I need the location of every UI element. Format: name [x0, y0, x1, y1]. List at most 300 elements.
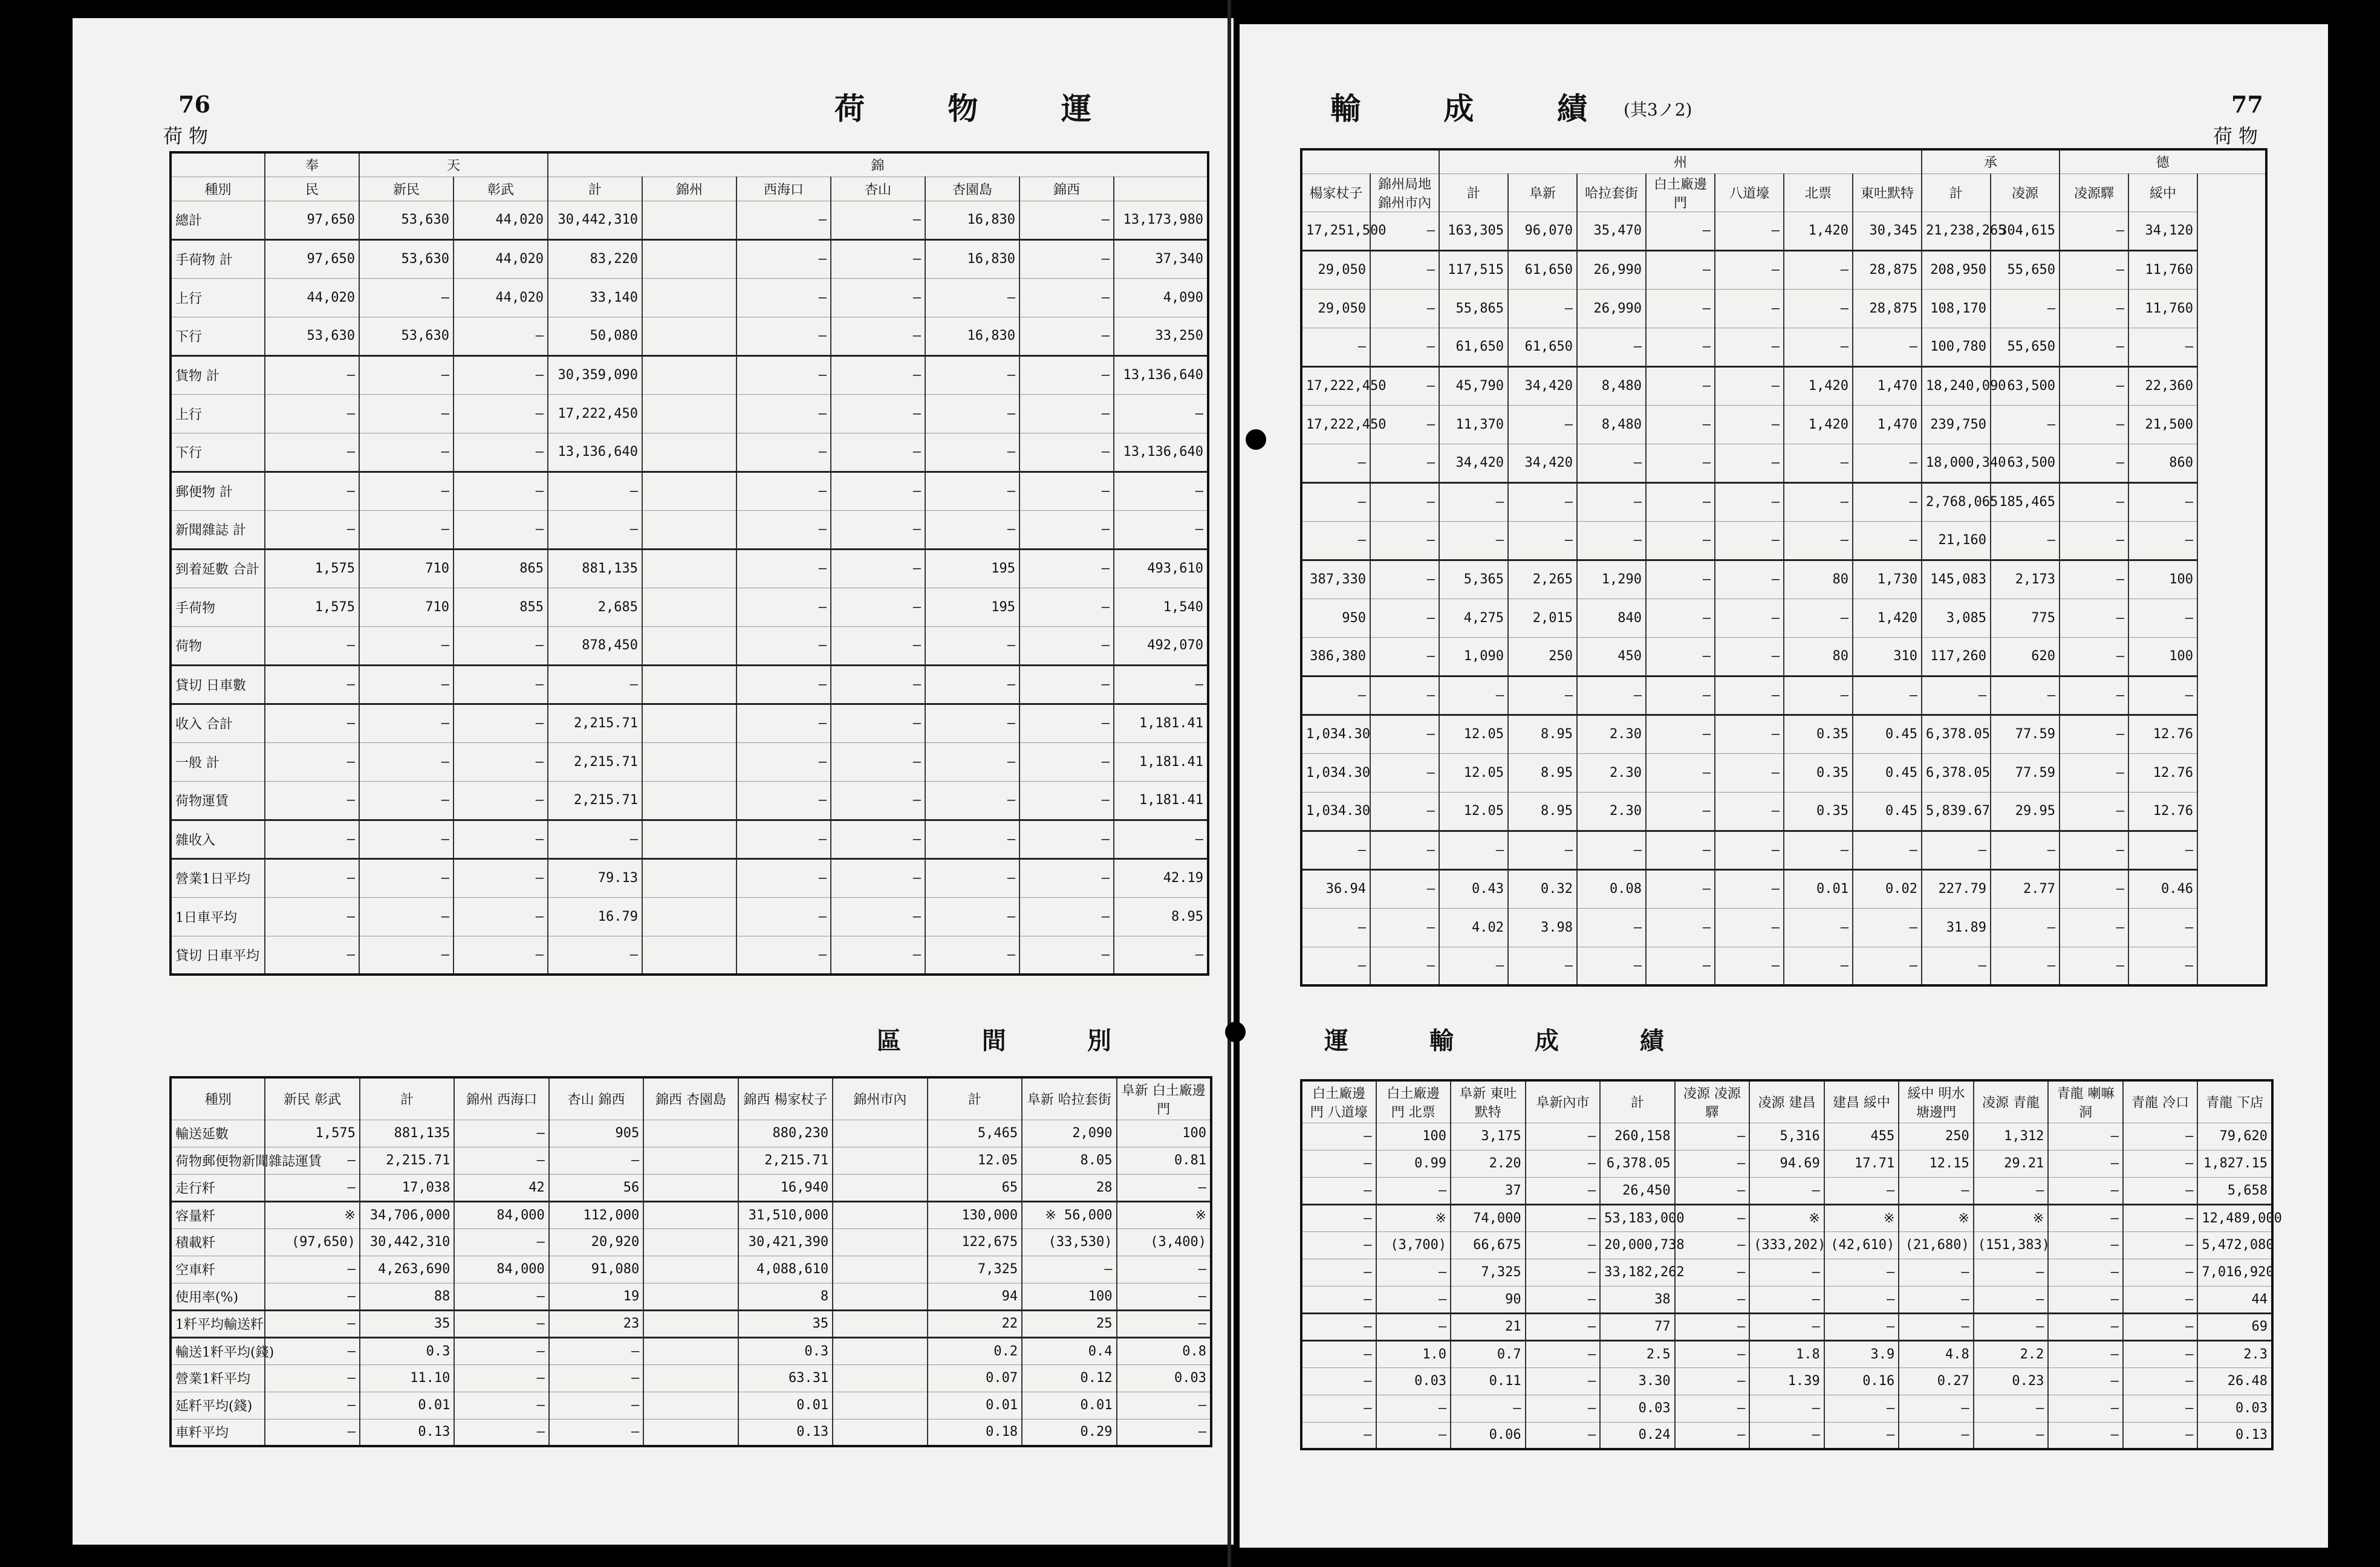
table-cell: —: [925, 936, 1019, 975]
table-cell: —: [359, 781, 454, 820]
column-header: 錦西: [1019, 177, 1114, 201]
table-row: [171, 626, 1208, 665]
table-cell: —: [831, 936, 925, 975]
table-cell: 1,034.30: [1301, 792, 1370, 831]
table-cell: —: [265, 858, 359, 897]
table-cell: —: [736, 936, 831, 975]
table-cell: [642, 626, 736, 665]
column-header: 種別: [171, 177, 265, 201]
table-cell: 227.79: [1922, 869, 1991, 908]
table-cell: —: [736, 820, 831, 858]
row-label: 下行: [171, 317, 265, 355]
table-cell: —: [2048, 1395, 2123, 1422]
table-cell: —: [1526, 1286, 1601, 1313]
table-cell: —: [265, 936, 359, 975]
table-cell: 710: [359, 549, 454, 588]
table-cell: 1,575: [265, 549, 359, 588]
table-cell: —: [1784, 599, 1853, 637]
table-cell: 7,325: [1451, 1259, 1526, 1286]
table-cell: 96,070: [1508, 212, 1577, 250]
table-cell: (97,650): [265, 1228, 359, 1256]
table-cell: —: [1824, 1259, 1899, 1286]
table-cell: —: [736, 355, 831, 394]
column-header-row: [1301, 1080, 2272, 1123]
table-cell: 28: [1022, 1174, 1116, 1201]
table-cell: 8.05: [1022, 1147, 1116, 1174]
table-cell: —: [359, 665, 454, 704]
table-cell: —: [925, 858, 1019, 897]
table-cell: 2.30: [1577, 715, 1646, 753]
table-cell: —: [265, 897, 359, 936]
table-cell: —: [265, 1337, 359, 1364]
table-cell: 1,540: [1114, 588, 1208, 626]
table-cell: [833, 1147, 927, 1174]
page-number: 76: [178, 91, 210, 118]
table-cell: —: [1646, 366, 1715, 405]
table-cell: —: [1749, 1395, 1824, 1422]
table-cell: —: [1646, 637, 1715, 676]
column-header: 錦西 杏園島: [643, 1077, 738, 1120]
table-cell: 44,020: [454, 278, 548, 317]
table-cell: —: [1370, 869, 1439, 908]
table-cell: ※: [1899, 1204, 1974, 1231]
table-cell: 13,173,980: [1114, 201, 1208, 239]
table-cell: —: [1675, 1395, 1750, 1422]
table-cell: —: [2048, 1204, 2123, 1231]
table-cell: 0.16: [1824, 1367, 1899, 1395]
table-row: [1301, 366, 2266, 405]
table-cell: 12.15: [1899, 1150, 1974, 1177]
table-cell: 61,650: [1508, 328, 1577, 366]
table-cell: [642, 858, 736, 897]
table-cell: —: [1301, 521, 1370, 560]
table-cell: —: [454, 858, 548, 897]
table-cell: —: [1646, 599, 1715, 637]
row-label: 輸送延數: [171, 1120, 265, 1147]
table-cell: —: [359, 704, 454, 742]
table-cell: 17.71: [1824, 1150, 1899, 1177]
table-cell: —: [1451, 1395, 1526, 1422]
table-cell: ※: [1824, 1204, 1899, 1231]
table-cell: [643, 1283, 738, 1310]
table-cell: —: [454, 820, 548, 858]
table-cell: —: [265, 1310, 359, 1337]
table-cell: —: [1117, 1419, 1211, 1446]
left-page: [73, 18, 1234, 1545]
table-cell: —: [1646, 482, 1715, 521]
table-cell: —: [736, 317, 831, 355]
table-cell: —: [1675, 1123, 1750, 1150]
table-cell: 0.01: [360, 1392, 454, 1419]
table-cell: 38: [1600, 1286, 1675, 1313]
table-cell: 1,090: [1439, 637, 1508, 676]
table-cell: —: [2060, 366, 2128, 405]
table-cell: —: [1508, 947, 1577, 985]
table-cell: —: [1715, 366, 1784, 405]
table-cell: 8.95: [1114, 897, 1208, 936]
table-cell: —: [1526, 1231, 1601, 1259]
table-cell: —: [1019, 820, 1114, 858]
row-label: 積載粁: [171, 1228, 265, 1256]
table-cell: —: [454, 1120, 548, 1147]
table-cell: 2,685: [548, 588, 642, 626]
table-cell: —: [1301, 947, 1370, 985]
table-cell: [642, 201, 736, 239]
table-cell: 0.7: [1451, 1340, 1526, 1367]
table-cell: —: [831, 820, 925, 858]
table-cell: [642, 704, 736, 742]
table-cell: —: [1114, 394, 1208, 433]
table-cell: —: [2048, 1367, 2123, 1395]
column-header: 白土廠邊門 八道壕: [1301, 1080, 1376, 1123]
table-cell: —: [831, 781, 925, 820]
column-header: 青龍 下店: [2197, 1080, 2272, 1123]
table-cell: —: [2060, 831, 2128, 869]
table-cell: 29.21: [1974, 1150, 2049, 1177]
table-cell: 2,215.71: [360, 1147, 454, 1174]
table-cell: —: [454, 1283, 548, 1310]
table-cell: —: [454, 742, 548, 781]
table-cell: [642, 742, 736, 781]
table-cell: —: [1646, 328, 1715, 366]
table-cell: —: [1019, 742, 1114, 781]
row-label: 使用率(%): [171, 1283, 265, 1310]
table-cell: (3,700): [1376, 1231, 1451, 1259]
table-cell: 0.01: [928, 1392, 1022, 1419]
table-cell: —: [1646, 792, 1715, 831]
table-cell: 1,034.30: [1301, 753, 1370, 792]
table-cell: 19: [549, 1283, 643, 1310]
table-cell: —: [549, 1364, 643, 1392]
table-cell: —: [1577, 831, 1646, 869]
table-cell: 208,950: [1922, 250, 1991, 289]
table-cell: —: [1715, 947, 1784, 985]
table-row: [1301, 831, 2266, 869]
table-cell: 0.24: [1600, 1422, 1675, 1449]
table-cell: —: [1715, 908, 1784, 947]
table-cell: —: [1376, 1286, 1451, 1313]
table-cell: 88: [360, 1283, 454, 1310]
table-cell: 21,238,265: [1922, 212, 1991, 250]
table-cell: —: [2123, 1422, 2198, 1449]
interval-table: [169, 1076, 1212, 1447]
column-header: 阜新 白土廠邊門: [1117, 1077, 1211, 1120]
table-cell: —: [1824, 1422, 1899, 1449]
table-cell: 12.05: [1439, 753, 1508, 792]
table-cell: 26,450: [1600, 1177, 1675, 1204]
column-header: 八道壕: [1715, 174, 1784, 212]
row-label: 1粁平均輸送粁: [171, 1310, 265, 1337]
table-cell: 12.05: [1439, 715, 1508, 753]
table-cell: 5,658: [2197, 1177, 2272, 1204]
table-cell: [642, 549, 736, 588]
table-cell: —: [925, 355, 1019, 394]
table-cell: —: [1646, 676, 1715, 715]
table-cell: 77.59: [1991, 715, 2060, 753]
table-cell: [643, 1201, 738, 1228]
table-cell: —: [1675, 1204, 1750, 1231]
table-cell: 0.46: [2128, 869, 2197, 908]
table-cell: —: [359, 355, 454, 394]
table-cell: 33,250: [1114, 317, 1208, 355]
table-cell: 878,450: [548, 626, 642, 665]
table-cell: —: [2060, 908, 2128, 947]
table-cell: 56: [549, 1174, 643, 1201]
table-cell: —: [359, 472, 454, 510]
table-cell: —: [1646, 715, 1715, 753]
table-cell: —: [1301, 831, 1370, 869]
column-header: 彰武: [454, 177, 548, 201]
row-label: 空車粁: [171, 1256, 265, 1283]
table-row: [1301, 521, 2266, 560]
table-cell: 2,768,065: [1922, 482, 1991, 521]
table-row: [171, 355, 1208, 394]
table-cell: 100: [2128, 637, 2197, 676]
table-cell: —: [1019, 510, 1114, 549]
table-cell: —: [1370, 637, 1439, 676]
table-row: [171, 1120, 1211, 1147]
table-cell: 79,620: [2197, 1123, 2272, 1150]
group-header-row: [171, 152, 1208, 177]
row-label: 荷物: [171, 626, 265, 665]
table-cell: 11.10: [360, 1364, 454, 1392]
table-cell: —: [265, 1283, 359, 1310]
table-cell: —: [2128, 831, 2197, 869]
table-cell: 28,875: [1853, 289, 1922, 328]
table-cell: —: [1117, 1256, 1211, 1283]
table-cell: —: [1646, 444, 1715, 482]
table-cell: —: [1301, 1313, 1376, 1340]
table-cell: 0.01: [1022, 1392, 1116, 1419]
table-cell: —: [1301, 1177, 1376, 1204]
table-cell: 100: [1117, 1120, 1211, 1147]
table-cell: —: [1301, 328, 1370, 366]
table-cell: —: [1370, 444, 1439, 482]
table-cell: —: [1784, 521, 1853, 560]
table-cell: —: [454, 1147, 548, 1174]
table-cell: —: [1853, 444, 1922, 482]
column-header: 杏園島: [925, 177, 1019, 201]
table-cell: 61,650: [1508, 250, 1577, 289]
row-label: 貨物 計: [171, 355, 265, 394]
table-cell: 0.03: [1376, 1367, 1451, 1395]
table-cell: —: [454, 626, 548, 665]
table-row: [171, 1364, 1211, 1392]
table-cell: [643, 1392, 738, 1419]
table-cell: —: [2060, 792, 2128, 831]
table-cell: [642, 472, 736, 510]
table-cell: —: [1715, 289, 1784, 328]
table-cell: —: [1376, 1259, 1451, 1286]
section-header: 區 間 別: [877, 1027, 1148, 1055]
table-cell: —: [1114, 510, 1208, 549]
row-label: 輸送1粁平均(錢): [171, 1337, 265, 1364]
table-cell: —: [1646, 831, 1715, 869]
table-cell: 250: [1508, 637, 1577, 676]
table-cell: —: [265, 394, 359, 433]
column-header: 錦州 西海口: [454, 1077, 548, 1120]
table-cell: 4,263,690: [360, 1256, 454, 1283]
table-cell: —: [1922, 676, 1991, 715]
table-cell: [643, 1256, 738, 1283]
table-cell: —: [925, 665, 1019, 704]
table-cell: —: [1784, 328, 1853, 366]
table-cell: —: [736, 278, 831, 317]
table-cell: 0.03: [2197, 1395, 2272, 1422]
table-cell: 239,750: [1922, 405, 1991, 444]
table-cell: 1,827.15: [2197, 1150, 2272, 1177]
table-cell: —: [1508, 405, 1577, 444]
table-row: [171, 742, 1208, 781]
table-cell: 30,359,090: [548, 355, 642, 394]
table-cell: —: [2128, 521, 2197, 560]
table-cell: —: [1715, 250, 1784, 289]
table-cell: —: [2128, 947, 2197, 985]
table-cell: 108,170: [1922, 289, 1991, 328]
table-cell: —: [2060, 560, 2128, 599]
table-cell: 12.76: [2128, 753, 2197, 792]
table-cell: —: [1019, 317, 1114, 355]
table-cell: 3,085: [1922, 599, 1991, 637]
table-cell: 5,472,080: [2197, 1231, 2272, 1259]
table-cell: 2,090: [1022, 1120, 1116, 1147]
table-cell: [643, 1310, 738, 1337]
table-cell: (151,383): [1974, 1231, 2049, 1259]
table-cell: —: [736, 665, 831, 704]
table-row: [1301, 1340, 2272, 1367]
table-cell: 2.3: [2197, 1340, 2272, 1367]
table-row: [1301, 1395, 2272, 1422]
table-cell: 145,083: [1922, 560, 1991, 599]
table-cell: 53,630: [359, 239, 454, 278]
table-cell: —: [1301, 1204, 1376, 1231]
column-header: 綏中: [2128, 174, 2197, 212]
table-cell: —: [1899, 1259, 1974, 1286]
table-cell: —: [831, 742, 925, 781]
table-cell: [833, 1174, 927, 1201]
main-table: [1300, 148, 2268, 987]
table-cell: —: [2128, 599, 2197, 637]
table-cell: —: [1526, 1259, 1601, 1286]
table-cell: 30,421,390: [738, 1228, 833, 1256]
table-cell: 31.89: [1922, 908, 1991, 947]
table-cell: —: [1675, 1313, 1750, 1340]
table-cell: —: [454, 665, 548, 704]
column-header-row: [171, 1077, 1211, 1120]
table-row: [171, 1283, 1211, 1310]
table-row: [1301, 947, 2266, 985]
table-cell: —: [2123, 1231, 2198, 1259]
group-header: 錦: [548, 152, 1208, 177]
table-cell: 0.03: [1117, 1364, 1211, 1392]
table-row: [171, 1174, 1211, 1201]
table-cell: —: [1646, 212, 1715, 250]
table-row: [171, 433, 1208, 472]
table-cell: —: [1675, 1286, 1750, 1313]
table-cell: —: [1715, 444, 1784, 482]
table-row: [171, 936, 1208, 975]
interval-table: [1300, 1079, 2282, 1450]
table-cell: —: [1577, 328, 1646, 366]
table-cell: [833, 1364, 927, 1392]
table-cell: 4,088,610: [738, 1256, 833, 1283]
table-cell: [643, 1337, 738, 1364]
section-label: 荷物: [163, 125, 215, 148]
table-cell: 45,790: [1439, 366, 1508, 405]
table-cell: —: [1439, 947, 1508, 985]
table-cell: 26,990: [1577, 250, 1646, 289]
table-cell: —: [1824, 1395, 1899, 1422]
column-header: 計: [360, 1077, 454, 1120]
table-cell: 0.01: [738, 1392, 833, 1419]
table-cell: 20,920: [549, 1228, 643, 1256]
row-label: 延粁平均(錢): [171, 1392, 265, 1419]
table-row: [1301, 1367, 2272, 1395]
table-cell: 55,650: [1991, 328, 2060, 366]
table-cell: 34,706,000: [360, 1201, 454, 1228]
table-cell: 80: [1784, 637, 1853, 676]
table-cell: —: [1526, 1123, 1601, 1150]
table-cell: —: [1019, 665, 1114, 704]
ink-spot: [1225, 1022, 1246, 1042]
table-cell: —: [1646, 869, 1715, 908]
table-cell: (3,400): [1117, 1228, 1211, 1256]
row-label: 容量粁: [171, 1201, 265, 1228]
table-cell: 35,470: [1577, 212, 1646, 250]
table-cell: —: [1019, 781, 1114, 820]
table-cell: —: [454, 1392, 548, 1419]
table-cell: —: [359, 394, 454, 433]
table-cell: ※: [1376, 1204, 1451, 1231]
table-cell: 163,305: [1439, 212, 1508, 250]
table-cell: —: [736, 510, 831, 549]
table-cell: —: [2123, 1340, 2198, 1367]
table-cell: —: [454, 433, 548, 472]
column-header: 計: [1439, 174, 1508, 212]
table-cell: —: [2123, 1367, 2198, 1395]
table-cell: 13,136,640: [548, 433, 642, 472]
table-row: [171, 201, 1208, 239]
table-cell: —: [265, 1174, 359, 1201]
row-label: 手荷物: [171, 588, 265, 626]
table-cell: 63,500: [1991, 366, 2060, 405]
table-cell: —: [265, 1256, 359, 1283]
table-cell: —: [831, 704, 925, 742]
table-cell: —: [1749, 1286, 1824, 1313]
page-number: 77: [2231, 91, 2263, 118]
table-cell: 1,420: [1853, 599, 1922, 637]
table-cell: —: [1715, 560, 1784, 599]
table-cell: 100: [2128, 560, 2197, 599]
table-cell: 387,330: [1301, 560, 1370, 599]
table-cell: —: [359, 433, 454, 472]
table-cell: —: [1577, 676, 1646, 715]
table-cell: —: [265, 355, 359, 394]
table-cell: —: [831, 239, 925, 278]
table-cell: —: [1577, 947, 1646, 985]
table-cell: —: [1715, 676, 1784, 715]
group-header-row: [1301, 149, 2266, 174]
table-cell: —: [1117, 1174, 1211, 1201]
table-cell: —: [2128, 328, 2197, 366]
table-cell: 8,480: [1577, 366, 1646, 405]
ink-spot: [1246, 429, 1266, 450]
table-row: [1301, 599, 2266, 637]
row-label: 車粁平均: [171, 1419, 265, 1446]
table-cell: —: [1577, 908, 1646, 947]
table-cell: —: [2060, 212, 2128, 250]
table-cell: 16,940: [738, 1174, 833, 1201]
